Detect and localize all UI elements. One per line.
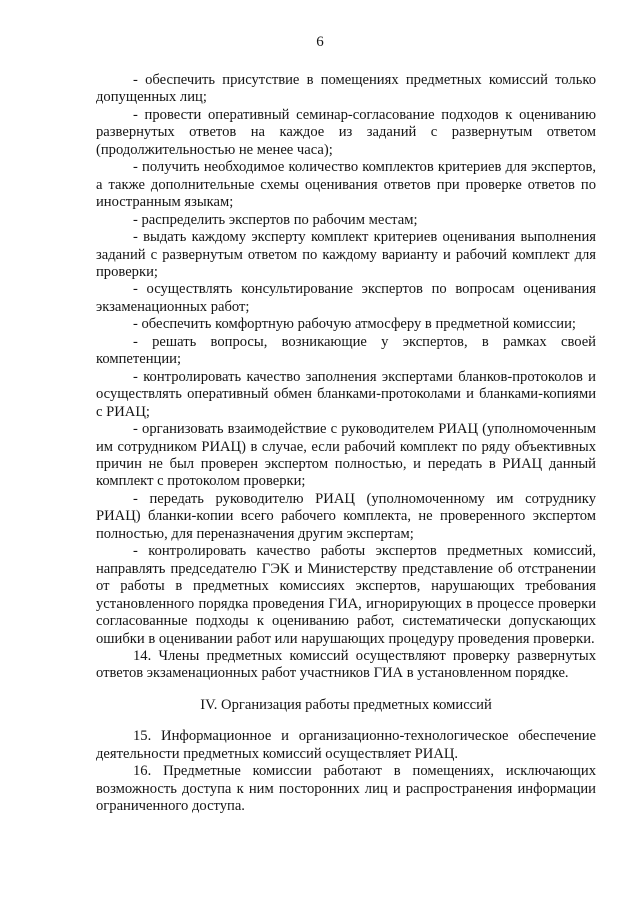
paragraph-14: 14. Члены предметных комиссий осуществляют проверку развернутых ответов экзаменационных работ участников ГИА в установленном порядке.: [96, 647, 596, 682]
paragraph-16: 16. Предметные комиссии работают в помещениях, исключающих возможность доступа к ним посторонних лиц и распространения информации ограниченного доступа.: [96, 763, 596, 815]
list-item-atmosphere: - обеспечить комфортную рабочую атмосферу в предметной комиссии;: [133, 316, 576, 333]
list-item-criteria-sets: - получить необходимое количество комплектов критериев для экспертов, а также дополнительные схемы оценивания ответов при проверке ответов по иностранным языкам;: [96, 159, 596, 211]
list-item-distribute-experts: - распределить экспертов по рабочим местам;: [133, 211, 418, 228]
document-body: [96, 72, 596, 816]
list-item-issue-criteria: - выдать каждому эксперту комплект критериев оценивания выполнения заданий с развернутым ответом по каждому варианту и рабочий комплект для проверки;: [96, 229, 596, 280]
section-heading: IV. Организация работы предметных комиссий: [200, 696, 492, 713]
list-item-control-protocols: - контролировать качество заполнения экспертами бланков-протоколов и осуществлять оперативный обмен бланками-протоколами и бланками-копиями с РИАЦ;: [96, 368, 596, 420]
paragraph-15: 15. Информационное и организационно-технологическое обеспечение деятельности предметных комиссий осуществляет РИАЦ.: [96, 728, 596, 762]
list-item-ensure-presence: - обеспечить присутствие в помещениях предметных комиссий только допущенных лиц;: [96, 72, 596, 106]
page-number: 6: [316, 34, 324, 50]
list-item-transfer-copies: - передать руководителю РИАЦ (уполномоченному им сотруднику РИАЦ) бланки-копии всего рабочего комплекта, не проверенного экспертом полностью, для переназначения другим экспертам;: [96, 490, 596, 542]
list-item-consulting: - осуществлять консультирование экспертов по вопросам оценивания экзаменационных работ;: [96, 281, 596, 315]
list-item-resolve-issues: - решать вопросы, возникающие у экспертов, в рамках своей компетенции;: [96, 333, 596, 368]
list-item-interaction-riac: - организовать взаимодействие с руководителем РИАЦ (уполномоченным им сотрудником РИАЦ) в случае, если рабочий комплект по ряду объективных причин не был проверен экспертом полностью, и передать в РИАЦ данный комплект с протоколом проверки;: [96, 421, 596, 490]
list-item-control-quality: - контролировать качество работы экспертов предметных комиссий, направлять председателю ГЭК и Министерству представление об отстранении от работы в предметных комиссиях экспертов, нарушающих требования установленного порядка проведения ГИА, игнорирующих в процессе проверки согласованные подходы к оцениванию работ, систематически допускающих ошибки в оценивании работ или нарушающих процедуру проведения проверки.: [96, 543, 596, 647]
list-item-seminar: - провести оперативный семинар-согласование подходов к оцениванию развернутых ответов на каждое из заданий с развернутым ответом (продолжительностью не менее часа);: [96, 106, 596, 158]
